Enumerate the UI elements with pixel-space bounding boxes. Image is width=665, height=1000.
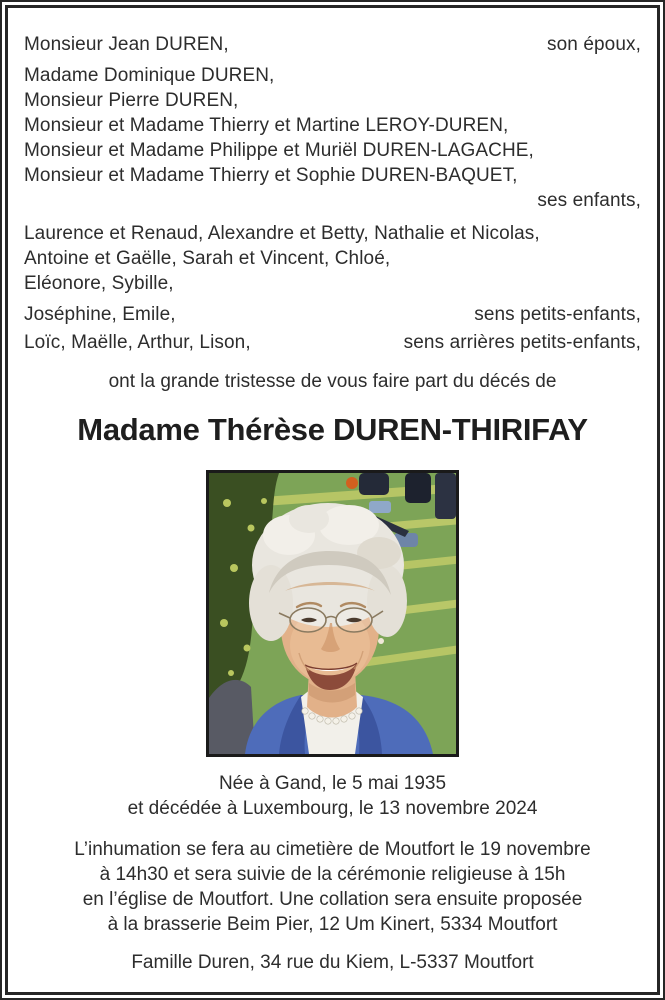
birth-death-dates	[24, 771, 641, 821]
spouse-relation-label: son époux,	[547, 34, 641, 55]
grandchild-line: Laurence et Renaud, Alexandre et Betty, Nathalie et Nicolas,	[24, 223, 540, 244]
photo-hair	[249, 503, 407, 641]
child-line: Monsieur et Madame Philippe et Muriël DUREN-LAGACHE,	[24, 140, 534, 161]
family-address: Famille Duren, 34 rue du Kiem, L-5337 Moutfort	[131, 952, 534, 973]
children-list	[24, 63, 641, 188]
notice-content	[8, 8, 657, 992]
grandchildren-names: Joséphine, Emile,	[24, 304, 176, 325]
funeral-line: L’inhumation se fera au cimetière de Moutfort le 19 novembre	[74, 839, 591, 860]
portrait-photo-wrapper	[24, 470, 641, 757]
birth-line: Née à Gand, le 5 mai 1935	[218, 773, 447, 794]
children-relation-label: ses enfants,	[537, 190, 641, 211]
funeral-line: à la brasserie Beim Pier, 12 Um Kinert, 5334 Moutfort	[107, 914, 558, 935]
grandchild-line: Eléonore, Sybille,	[24, 273, 174, 294]
funeral-line: à 14h30 et sera suivie de la cérémonie religieuse à 15h	[99, 864, 566, 885]
grandchildren-relation-label: sens petits-enfants,	[474, 304, 641, 325]
funeral-line: en l’église de Moutfort. Une collation sera ensuite proposée	[82, 889, 583, 910]
grandchildren-last-line	[24, 302, 641, 327]
death-line: et décédée à Luxembourg, le 13 novembre 2024	[127, 798, 538, 819]
great-grandchildren-names: Loïc, Maëlle, Arthur, Lison,	[24, 332, 251, 353]
spouse-name: Monsieur Jean DUREN,	[24, 34, 229, 55]
child-line: Monsieur Pierre DUREN,	[24, 90, 239, 111]
child-line: Monsieur et Madame Thierry et Sophie DUREN-BAQUET,	[24, 165, 518, 186]
spouse-line	[24, 32, 641, 57]
grandchildren-list	[24, 221, 641, 296]
great-grandchildren-line	[24, 330, 641, 355]
grandchild-line: Antoine et Gaëlle, Sarah et Vincent, Chloé,	[24, 248, 391, 269]
announcement-line: ont la grande tristesse de vous faire part du décés de	[108, 371, 557, 392]
child-line: Madame Dominique DUREN,	[24, 65, 275, 86]
funeral-details	[24, 837, 641, 937]
portrait-photo	[206, 470, 459, 757]
child-line: Monsieur et Madame Thierry et Martine LEROY-DUREN,	[24, 115, 509, 136]
deceased-name: Madame Thérèse DUREN-THIRIFAY	[77, 412, 588, 447]
great-grandchildren-relation-label: sens arrières petits-enfants,	[403, 332, 641, 353]
